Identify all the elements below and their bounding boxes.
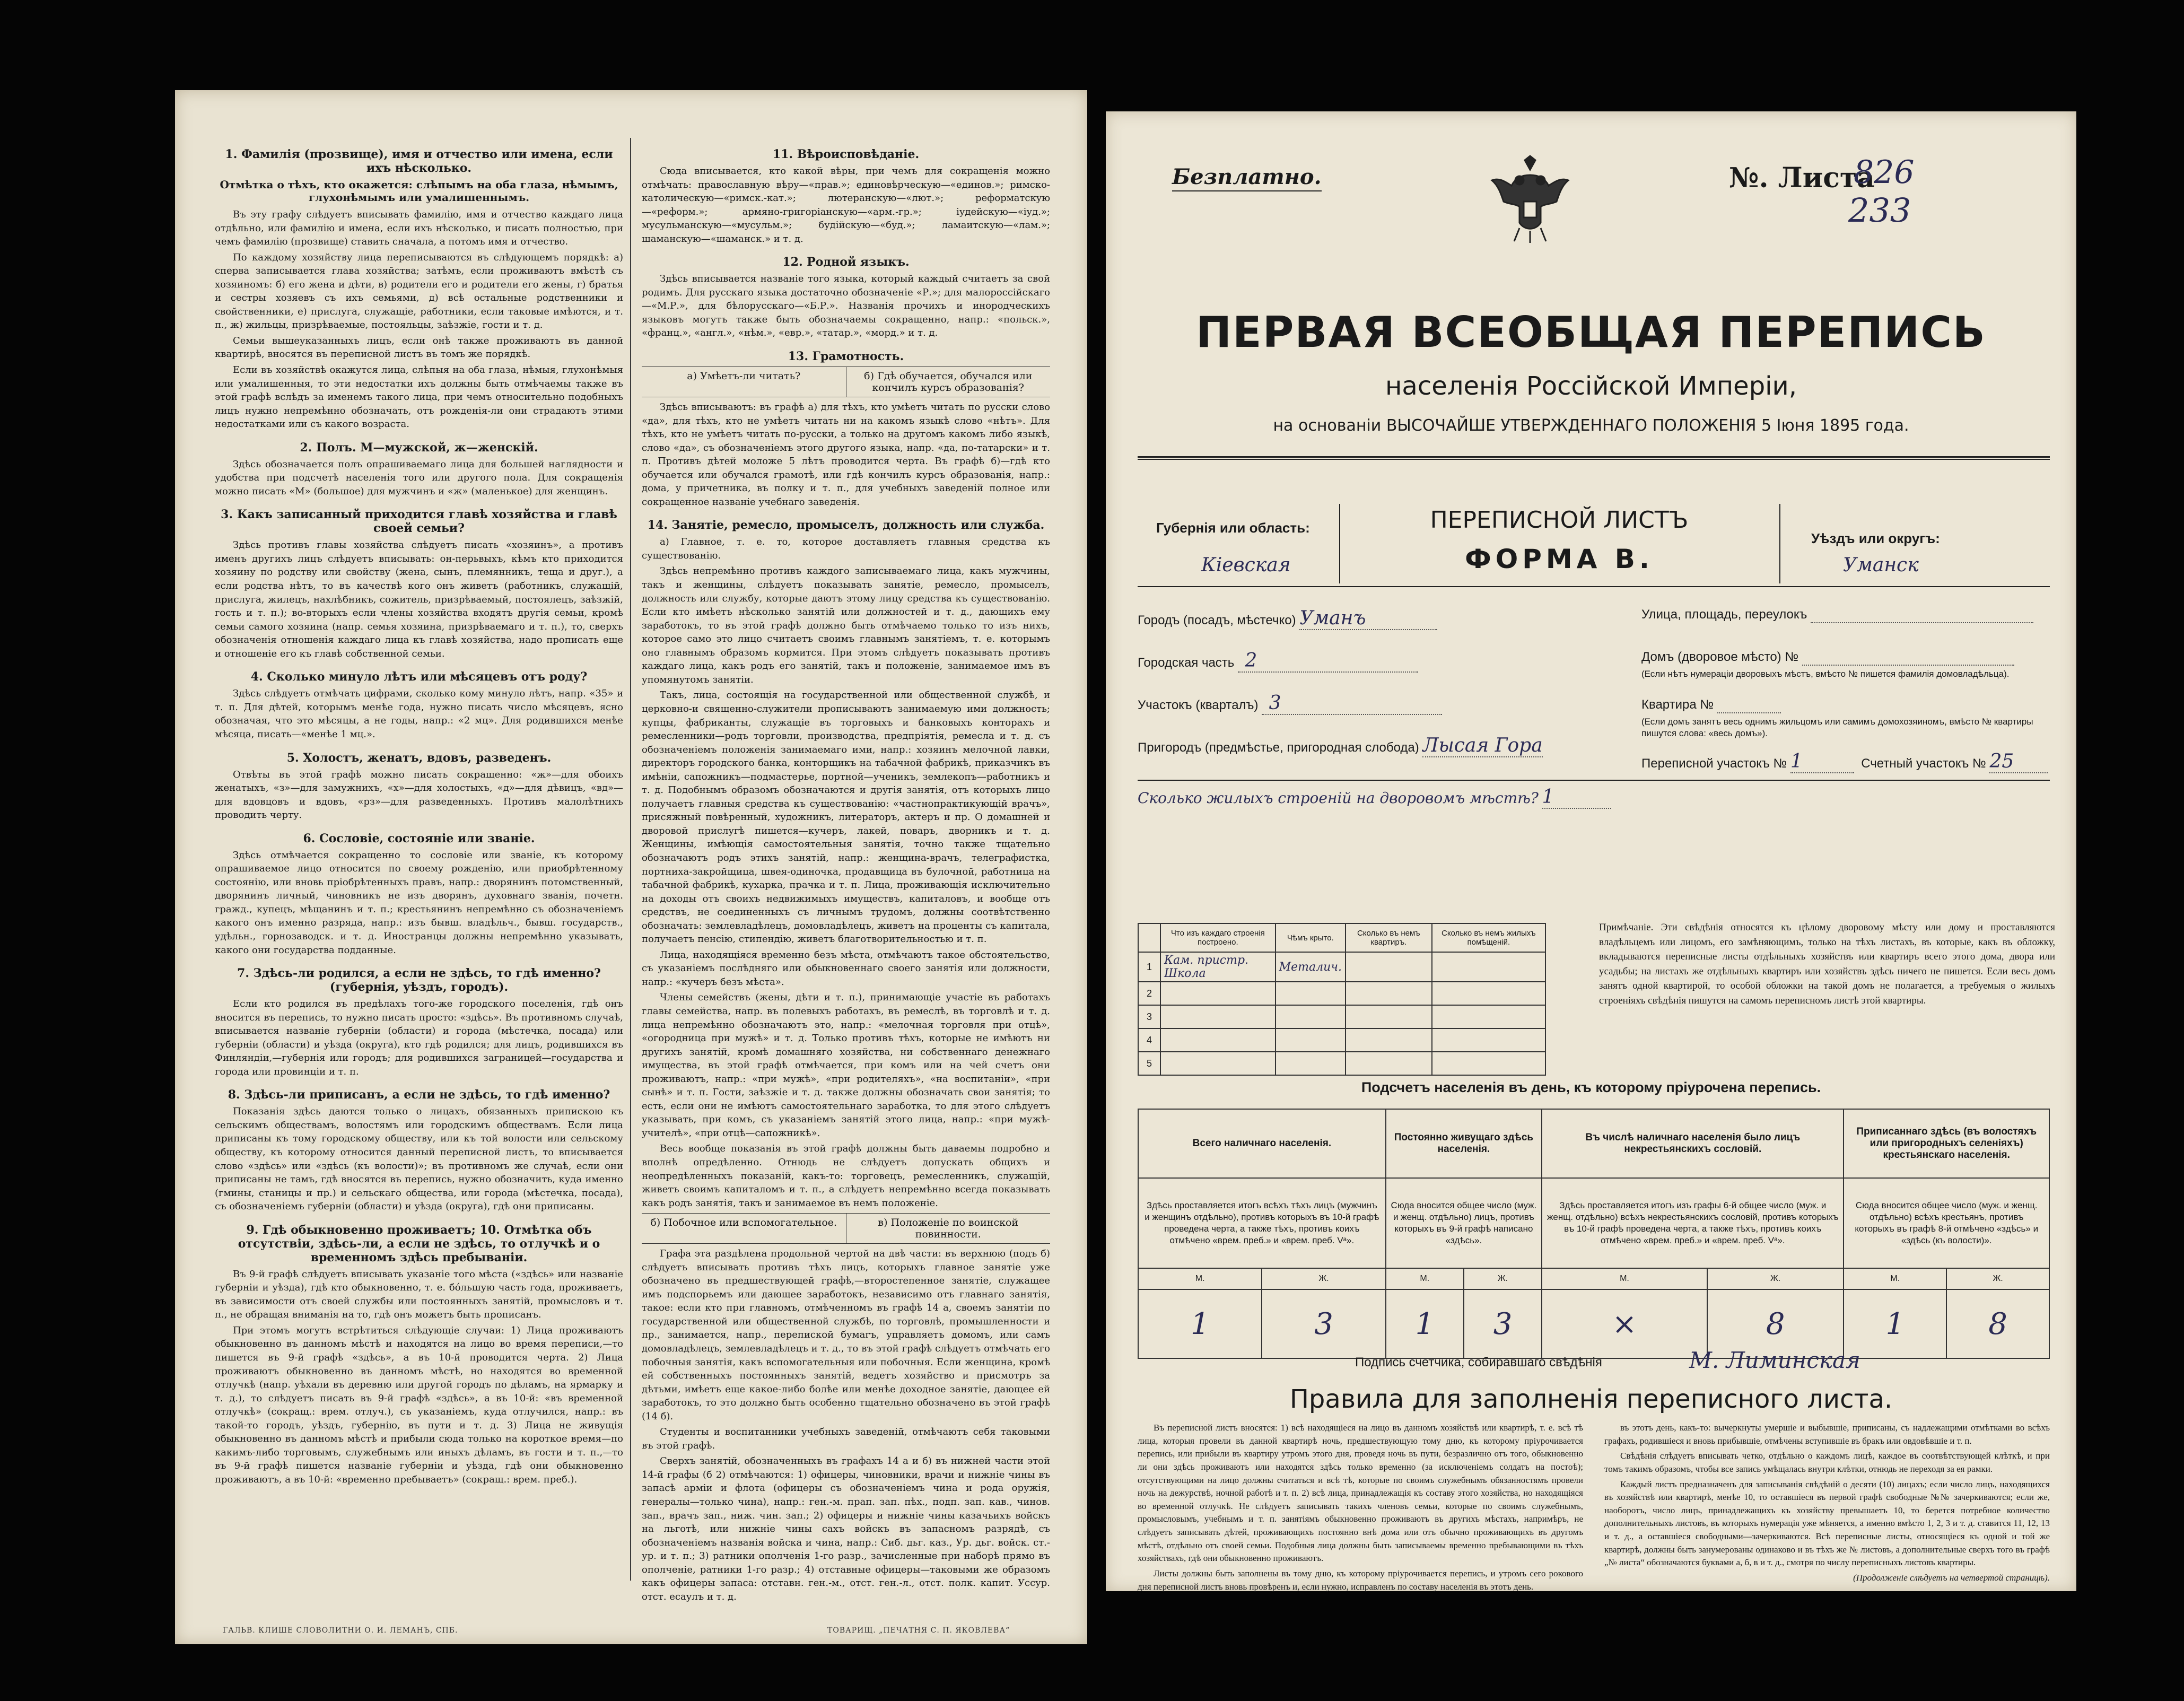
count-header-peasant: Приписаннаго здѣсь (въ волостяхъ или пригородныхъ селеніяхъ) крестьянскаго населенія. bbox=[1844, 1109, 2049, 1178]
section-heading: 1. Фамилія (прозвище), имя и отчество или имена, если ихъ нѣсколько. bbox=[225, 147, 613, 175]
count-value: 3 bbox=[1464, 1289, 1542, 1358]
column-divider bbox=[630, 138, 631, 1581]
instruction-paragraph: Весь вообще показанія въ этой графѣ должны быть даваемы подробно и вполнѣ опредѣленно. Отнюдь не слѣдуетъ допускать общихъ и неопредѣленныхъ показаній, какъ-то: торговецъ, ремесленникъ, служащій, живетъ своимъ капиталомъ и т. п., а слѣдуетъ непремѣнно всегда показывать какъ родъ занятія, такъ и занимаемое въ немъ положеніе. bbox=[642, 1143, 1050, 1209]
rules-paragraph: въ этотъ день, какъ-то: вычеркнуты умершіе и выбывшіе, приписаны, съ надлежащими отмѣтками во всѣхъ графахъ, родившіеся и вновь прибывшіе, отмѣчены вступившіе въ бракъ или овдовѣвшіе и т. п. bbox=[1604, 1423, 2050, 1446]
instruction-paragraph: Сюда вписывается, кто какой вѣры, при чемъ для сокращенія можно отмѣчать: православную вѣру—«прав.»; единовѣрческую—«единов.»; римско-католическую—«римск.-кат.»; лютеранскую—«лют.»; реформатскую—«реформ.»; армяно-григоріанскую—«арм.-гр.»; іудейскую—«іуд.»; мусульманскую—«мусульм.»; будійскую—«буд.»; ламаитскую—«лам.»; шаманскую—«шаманск.» и т. д. bbox=[642, 165, 1050, 245]
btable-header-built: Что изъ каждаго строенія построено. bbox=[1160, 923, 1276, 952]
gubernia-value: Кіевская bbox=[1201, 554, 1291, 576]
rules-paragraph: Листы должны быть заполнены въ тому дню, къ которому пріурочивается перепись, и утромъ сего рокового дня переписной листъ вновь провѣренъ и, если нужно, исправленъ по составу населенія въ этотъ день. bbox=[1138, 1568, 1583, 1592]
male-header: М. bbox=[1844, 1268, 1946, 1289]
rules-column-left bbox=[1138, 1421, 1583, 1595]
instruction-paragraph: Здѣсь противъ главы хозяйства слѣдуетъ писать «хозяинъ», а противъ именъ другихъ лицъ слѣдуетъ вписывать: он-перьвыхъ, кѣмъ кто приходится хозяину по родству или свойству (жена, сынъ, племянникъ, теща и друг.), а если родства нѣтъ, то въ качествѣ кого онъ живетъ (работникъ, служащій, прислуга, жилецъ, нахлѣбникъ, сожитель, призрѣваемый, постоялецъ, заѣзжій, гость и т. п.); во-вторыхъ если члены хозяйства входятъ другія семьи, кромѣ семьи самого хозяина (напр. семья хозяина, призрѣваемаго и т. п.), то, сверхъ обозначенія отношенія каждаго лица къ главѣ хозяйства, надо прописать еще и отношеніе его къ главѣ собственной семьи. bbox=[215, 539, 623, 659]
rules-title: Правила для заполненія переписного листа. bbox=[1289, 1384, 1893, 1414]
section-subheading: Отмѣтка о тѣхъ, кто окажется: слѣпымъ на оба глаза, нѣмымъ, глухонѣмымъ или умалишеннымъ. bbox=[220, 178, 618, 204]
imprint-right: ТОВАРИЩ. „ПЕЧАТНЯ С. П. ЯКОВЛЕВА“ bbox=[827, 1626, 1010, 1635]
house-field: Домъ (дворовое мѣсто) № bbox=[1641, 650, 2014, 666]
count-value: 1 bbox=[1386, 1289, 1464, 1358]
table-row bbox=[1138, 1005, 1545, 1028]
signature-label: Подпись счетчика, собиравшаго свѣдѣнія bbox=[1355, 1355, 1602, 1369]
instruction-paragraph: Сверхъ занятій, обозначенныхъ въ графахъ 14 а и б) въ нижней части этой 14-й графы (б 2) отмѣчаются: 1) офицеры, чиновники, врачи и нижніе чины въ запасѣ арміи и флота (офицеры съ обозначеніемъ чина и рода оружія, генералы—только чина), напр.: ген.-м. прап. зап. пѣх., подп. зап. кав., чинов. зап., врачъ зап., ниж. чин. зап.; 2) офицеры и нижніе чины казачьихъ войскъ на льготѣ, или нижніе чины сахъ войскъ въ запасномъ разрядѣ, съ обозначеніемъ названія войска и чина, напр.: Сиб. дьг. каз., Ур. дьг. войск. ст.-ур. и т. п.; 3) ратники ополченія 1-го разр., зачисленные при наборѣ прямо въ ополченіе, ратники 1-го разр.; 4) отставные офицеры—таковыми же образомъ какъ офицеры запаса: отставн. ген.-м., отст. ген.-л., отст. полк. капит. Уссур. отст. есаулъ и т. д. bbox=[642, 1455, 1050, 1602]
instruction-paragraph: Отвѣты въ этой графѣ можно писать сокращенно: «ж»—для обоихъ женатыхъ, «з»—для замужнихъ, «х»—для холостыхъ, «д»—для дѣвицъ, «вд»—для вдовцовъ и вдовъ, «рз»—для разведенныхъ. Противъ малолѣтнихъ проводить черту. bbox=[215, 769, 623, 821]
legal-basis: на основаніи ВЫСОЧАЙШЕ УТВЕРЖДЕННАГО ПОЛОЖЕНІЯ 5 Іюня 1895 года. bbox=[1273, 416, 1909, 435]
instruction-paragraph: Такъ, лица, состоящія на государственной или общественной службѣ, и церковно-и священно-служители прописываютъ занимаемую ими должность; купцы, фабриканты, служащіе въ торговыхъ и банковыхъ конторахъ и ремесленники—родъ торговли, производства, предпріятія, ремесла и т. д. съ обозначеніемъ положенія занимаемаго ими, напр.: хозяинъ мелочной лавки, директоръ городского банка, конторщикъ на табачной фабрикѣ, приказчикъ въ имѣніи, сапожникъ—подмастерье, портной—ученикъ, землекопъ—работникъ и т. д. Подобнымъ образомъ обозначаются и другія занятія, отъ которыхъ лицо получаетъ главныя средства къ существованію: «частнопрактикующій врачъ», присяжный повѣренный, художникъ, литераторъ, актеръ и пр. О домашней и дворовой прислугѣ пишется—кучеръ, лакей, поваръ, дворникъ и т. д. Женщины, имѣющія самостоятельныя занятія, точно также тщательно обозначаютъ родъ этихъ занятій, напр.: женщина-врачъ, телеграфистка, портниха-закройщица, швея-одиночка, продавщица въ булочной, работница на табачной фабрикѣ, кухарка, прачка и т. п. Лица, проживающія исключительно на доходы отъ своихъ недвижимыхъ имуществъ, капиталовъ, и вообще отъ средствъ, не соединенныхъ съ личнымъ трудомъ, должны соотвѣтственно обозначать: землевладѣлецъ, домовладѣлецъ, живетъ на проценты съ капитала, получаетъ пенсію, стипендію, живетъ благотворительностью и т. п. bbox=[642, 690, 1050, 945]
section-heading: 8. Здѣсь-ли приписанъ, а если не здѣсь, то гдѣ именно? bbox=[228, 1088, 610, 1102]
house-note: (Если нѣтъ нумераціи дворовыхъ мѣстъ, вмѣсто № пишется фамилія домовладѣльца). bbox=[1641, 669, 2010, 679]
row-number: 5 bbox=[1138, 1052, 1160, 1075]
instruction-paragraph: Семьи вышеуказанныхъ лицъ, если онѣ также проживаютъ въ данной квартирѣ, вносятся въ переписной листъ въ томъ же порядкѣ. bbox=[215, 335, 623, 360]
instruction-paragraph: а) Главное, т. е. то, которое доставляетъ главныя средства къ существованію. bbox=[642, 536, 1050, 561]
rules-column-right bbox=[1604, 1421, 2050, 1587]
header-rule-2 bbox=[1138, 459, 2050, 460]
instruction-paragraph: Въ 9-й графѣ слѣдуетъ вписывать указаніе того мѣста («здѣсь» или названіе губерніи и уѣзда), гдѣ кто обыкновенно, т. е. бóльшую часть года, проживаетъ, въ зависимости отъ своей службы или постоянныхъ занятій, промысловъ и т. п., не обращая вниманія на то, гдѣ онъ можетъ быть прописанъ. bbox=[215, 1268, 623, 1321]
count-value: 3 bbox=[1262, 1289, 1385, 1358]
rules-paragraph: Въ переписной листъ вносятся: 1) всѣ находящіеся на лицо въ данномъ хозяйствѣ или квартирѣ, т. е. всѣ тѣ лица, которыя провели въ данной квартирѣ ночь, предшествующую тому дню, къ которому пріурочивается перепись, или прибыли въ квартиру утромъ этого дня, проведя ночь въ пути, безразлично отъ того, обыкновенно ли они здѣсь проживаютъ или находятся здѣсь только временно (за исключеніемъ солдатъ на постоѣ); отсутствующими на лицо должны считаться и всѣ тѣ, которые по своимъ служебнымъ обязанностямъ провели ночь на дежурствѣ, ночной работѣ и т. п. 2) всѣ лица, принадлежащія къ составу этого хозяйства, но находящіяся во временной отлучкѣ. Не слѣдуетъ записывать такихъ членовъ семьи, которые по своимъ служебнымъ, промысловымъ, учебнымъ и т. п. занятіямъ обыкновенно проживаютъ въ другихъ мѣстахъ, напримѣръ, не слѣдуетъ записывать дѣтей, проживающихъ постоянно внѣ дома или отъ обычно проживающихъ въ другомъ мѣстѣ, отдѣльно отъ своей семьи. Подобныя лица должны быть записываемы временно пребывающими въ тѣхъ хозяйствахъ, гдѣ они обыкновенно проживаютъ. bbox=[1138, 1423, 1583, 1564]
apartment-note: (Если домъ занятъ весь однимъ жильцомъ или самимъ домохозяиномъ, вмѣсто № квартиры пишутся слова: «весь домъ»). bbox=[1641, 717, 2033, 739]
city-field: Городъ (посадъ, мѣстечко) Уманъ bbox=[1138, 607, 1437, 630]
count-value: × bbox=[1542, 1289, 1707, 1358]
uezd-value: Уманск bbox=[1843, 554, 1919, 576]
census-district-field: Переписной участокъ № 1 Счетный участокъ № 25 bbox=[1641, 751, 2048, 773]
instruction-paragraph: Здѣсь вписываютъ: въ графѣ а) для тѣхъ, кто умѣетъ читать по русски слово «да», для тѣхъ, кто не умѣетъ читать ни на какомъ языкѣ слово «нѣтъ». Для тѣхъ, кто не умѣетъ читать по-русски, а только на другомъ какомъ либо языкѣ, слово «да», съ обозначеніемъ этого другого языка, напр. «да, по-татарски» и т. п. Противъ дѣтей моложе 5 лѣтъ проводится черта. Въ графѣ б)—гдѣ кто обучается или обучался грамотѣ, или гдѣ кончилъ курсъ образованія, напр.: дома, у причетника, въ полку и т. п., для учебныхъ заведеній полное или сокращенное названіе учебнаго заведенія. bbox=[642, 402, 1050, 508]
instruction-paragraph: Здѣсь отмѣчается сокращенно то сословіе или званіе, къ которому опрашиваемое лицо относится по своему рожденію, или приобрѣтенному состоянію, или вновь пріобрѣтенныхъ правъ, напр.: дворянинъ потомственный, дворянинъ личный, чиновникъ не изъ дворянъ, духовнаго званія, почетн. гражд., купецъ, мѣщанинъ и т. п.; крестьянинъ непремѣнно съ обозначеніемъ какого онъ именно разряда, напр.: изъ бывш. владѣльч., бывш. государств., удѣльн., горнозаводск. и т. д. Иностранцы должны непремѣнно указывать, какого они государства подданные. bbox=[215, 849, 623, 956]
uezd-label: Уѣздъ или округъ: bbox=[1811, 530, 1940, 546]
row-number: 1 bbox=[1138, 952, 1160, 982]
census-title: ПЕРВАЯ ВСЕОБЩАЯ ПЕРЕПИСЬ bbox=[1196, 308, 1986, 357]
instructions-column-2 bbox=[642, 138, 1050, 1602]
census-subtitle: населенія Россійской Имперіи, bbox=[1385, 371, 1797, 401]
rules-paragraph: Свѣдѣнія слѣдуетъ вписывать четко, отдѣльно о каждомъ лицѣ, каждое въ соотвѣтствующей клѣткѣ, и при томъ такимъ образомъ, чтобы все запись умѣщалась внутри клѣтки, отнюдь не переходя за ея рамки. bbox=[1604, 1451, 2050, 1474]
instruction-paragraph: Если въ хозяйствѣ окажутся лица, слѣпыя на оба глаза, нѣмыя, глухонѣмыя или умалишенныя, то эти недостатки ихъ должны быть отмѣчаемы также въ этой графѣ вслѣдъ за именемъ такого лица, при чемъ относительно подобныхъ лицъ нужно непремѣнно обозначать, отъ рожденія-ли они страдаютъ этими недостатками или съ какого возраста. bbox=[215, 364, 623, 430]
section-heading: 14. Занятіе, ремесло, промыселъ, должность или служба. bbox=[647, 518, 1045, 533]
population-count-table bbox=[1138, 1109, 2050, 1359]
count-value: 1 bbox=[1138, 1289, 1262, 1358]
box-divider-right bbox=[1779, 504, 1780, 583]
free-of-charge-label: Безплатно. bbox=[1172, 164, 1322, 191]
roof-cell: Металич. bbox=[1276, 952, 1346, 982]
instruction-paragraph: Если кто родился въ предѣлахъ того-же городского поселенія, гдѣ онъ вносится въ перепись, то нужно писать просто: «здѣсь». Въ противномъ случаѣ, вписывается названіе губерніи (области) и города (мѣстечка, посада) или губерніи (области) и уѣзда (округа), кто гдѣ родился; для лицъ, родившихся въ Финляндіи,—губернія или городъ; для родившихся заграницей—государства и города или провинціи и т. п. bbox=[215, 998, 623, 1077]
gubernia-label: Губернія или область: bbox=[1156, 520, 1310, 536]
list-number-handwritten-1: 826 bbox=[1854, 154, 1915, 191]
instructions-column-1 bbox=[215, 138, 623, 1581]
imprint-left: ГАЛЬВ. КЛИШЕ СЛОВОЛИТНИ О. И. ЛЕМАНЪ, СПБ. bbox=[223, 1626, 458, 1635]
btable-header-apts: Сколько въ немъ квартиръ. bbox=[1346, 923, 1432, 952]
instruction-paragraph: Здѣсь вписывается названіе того языка, который каждый считаетъ за свой родимъ. Для русскаго языка достаточно обозначеніе «Р.»; для малороссійскаго—«М.Р.», для бѣлорусскаго—«Б.Р.». Названія прочихъ и инородческихъ языковъ могутъ также быть обозначаемы сокращенно, напр.: «польск.», «франц.», «англ.», «нѣм.», «евр.», «татар.», «морд.» и т. д. bbox=[642, 273, 1050, 339]
section-heading: 13. Грамотность. bbox=[788, 350, 904, 364]
row-number: 2 bbox=[1138, 982, 1160, 1005]
fields-rule bbox=[1138, 780, 2050, 781]
instruction-paragraph: При этомъ могутъ встрѣтиться слѣдующіе случаи: 1) Лица проживаютъ обыкновенно въ данномъ мѣстѣ и находятся на лицо во время переписи,—то пишется въ 9-й графѣ «здѣсь», а въ 10-й проводится черта. 2) Лица проживаютъ обыкновенно въ данномъ мѣстѣ, но находятся во временной отлучкѣ (напр. уѣхали въ деревню или другой городъ по дѣламъ, на ярмарку и т. д.), то слѣдуетъ писать въ 9-й графѣ «здѣсь», а въ 10-й: «въ временной отлучкѣ» (сокращ.: врем. отлуч.), съ указаніемъ, куда отлучился, напр.: въ такой-то городъ, уѣздъ, губернію, въ пути и т. д. 3) Лица не живущія обыкновенно въ данномъ мѣстѣ и прибыли сюда только на короткое время—по какимъ-либо торговымъ, служебнымъ или иныхъ дѣламъ, въ гости и т. п.,—то въ 9-й графѣ пишется названіе губерніи и уѣзда, гдѣ они обыкновенно проживаютъ, а въ 10-й: «временно пребываетъ» (сокращ.: врем. преб.). bbox=[215, 1324, 623, 1485]
instruction-paragraph: Здѣсь обозначается полъ опрашиваемаго лица для большей наглядности и удобства при подсчетѣ населенія того или другого пола. Для сокращенія можно писать «М» (большое) для мужчинъ и «ж» (маленькое) для женщинъ. bbox=[215, 458, 623, 497]
rules-paragraph: Каждый листъ предназначенъ для записыванія свѣдѣній о десяти (10) лицахъ; если число лицъ, находящихся въ хозяйствѣ или квартирѣ, менѣе 10, то оставшіеся въ первой графѣ свободные №№ зачеркиваются; если же, наоборотъ, число лицъ, принадлежащихъ къ хозяйству превышаетъ 10, то берется потребное количество дополнительныхъ листовъ, въ которыхъ нумерація уже мѣняется, а именно вмѣсто 1, 2, 3 и т. д. ставится 11, 12, 13 и т. д., а оставшіеся свободными—зачеркиваются. Всѣ переписные листы, относящіеся къ одной и той же квартирѣ, должны быть занумерованы одинаково и въ тѣхъ же № листовъ, а дополнительные сверхъ того въ графѣ „№ листа“ обозначаются буквами а, б, в и т. д., смотря по числу переписныхъ листовъ квартиры. bbox=[1604, 1479, 2050, 1568]
btable-header-roof: Чѣмъ крыто. bbox=[1276, 923, 1346, 952]
count-desc-present: Здѣсь проставляется итогъ всѣхъ тѣхъ лицъ (мужчинъ и женщинъ отдѣльно), противъ которыхъ въ 10-й графѣ проведена черта, а также тѣхъ, противъ коихъ отмѣчено «врем. преб.» и «врем. преб. Vᵃ». bbox=[1138, 1178, 1386, 1268]
census-form-page bbox=[1106, 111, 2076, 1591]
list-number-label: №. Листа bbox=[1729, 162, 1875, 194]
male-header: М. bbox=[1542, 1268, 1707, 1289]
header-rule bbox=[1138, 456, 2050, 458]
buildings-question: Сколько жилыхъ строеній на дворовомъ мѣстѣ? 1 bbox=[1138, 786, 1611, 809]
count-value: 8 bbox=[1707, 1289, 1844, 1358]
table-row bbox=[1138, 952, 1545, 982]
form-title: ПЕРЕПИСНОЙ ЛИСТЪ bbox=[1430, 507, 1689, 534]
split-question-a: а) Умѣетъ-ли читать? bbox=[687, 370, 801, 382]
female-header: Ж. bbox=[1707, 1268, 1844, 1289]
male-header: М. bbox=[1386, 1268, 1464, 1289]
instruction-paragraph: Здѣсь слѣдуетъ отмѣчать цифрами, сколько кому минуло лѣтъ, напр. «35» и т. п. Для дѣтей, которымъ менѣе года, нужно писать число мѣсяцевъ, ясно обозначая, что это мѣсяцы, а не годы, напр.: «2 мц». Для родившихся менѣе мѣсяца, писать—«менѣе 1 мц.». bbox=[215, 688, 623, 740]
left-page bbox=[175, 90, 1087, 1644]
instruction-paragraph: Показанія здѣсь даются только о лицахъ, обязанныхъ припискою къ сельскимъ обществамъ, волостямъ или городскимъ обществамъ. Если лица приписаны къ тому городскому обществу, или къ той волости или сельскому обществу, къ которому относится данный переписной листъ, то вписывается слово «здѣсь» или «здѣсь (къ волости)»; въ противномъ же случаѣ, если они приписаны не тамъ, гдѣ вносятся въ перепись, нужно обозначить, куда именно (гмины, станицы и пр.) и сельскаго общества, или города (мѣстечка, посада), съ обозначеніемъ губерніи (области) и уѣзда (округа), гдѣ они приписаны. bbox=[215, 1106, 623, 1212]
split-question-b: б) Гдѣ обучается, обучался или кончилъ курсъ образованія? bbox=[846, 367, 1051, 397]
section-heading: 6. Сословіе, состояніе или званіе. bbox=[303, 831, 535, 845]
instruction-paragraph: По каждому хозяйству лица переписываются въ слѣдующемъ порядкѣ: а) сперва записывается глава хозяйства; затѣмъ, если проживаютъ вмѣстѣ съ хозяиномъ: б) его жена и дѣти, в) родители его и родители его жены, г) братья и сестры хозяевъ съ ихъ семьями, д) всѣ остальные родственники и свойственники, е) прислуга, служащіе, работники, если таковые имѣются, и т. п., ж) жильцы, призрѣваемые, постояльцы, заѣзжіе, гости и т. д. bbox=[215, 251, 623, 331]
split-question-b: в) Положеніе по воинской повинности. bbox=[846, 1214, 1051, 1243]
list-number-handwritten-2: 233 bbox=[1848, 191, 1911, 230]
count-header-resident: Постоянно живущаго здѣсь населенія. bbox=[1386, 1109, 1542, 1178]
female-header: Ж. bbox=[1464, 1268, 1542, 1289]
instruction-paragraph: Студенты и воспитанники учебныхъ заведеній, отмѣчаютъ себя таковыми въ этой графѣ. bbox=[642, 1426, 1050, 1451]
street-field: Улица, площадь, переулокъ bbox=[1641, 607, 2033, 623]
instruction-paragraph: Графа эта раздѣлена продольной чертой на двѣ части: въ верхнюю (подъ б) слѣдуетъ вписывать противъ тѣхъ лицъ, которыхъ главное занятіе уже обозначено въ предшествующей графѣ,—второстепенное занятіе, служащее имъ подспорьемъ или дающее заработокъ, независимо отъ главнаго занятія, такое: если кто при главномъ, отмѣченномъ въ графѣ 14 а, своемъ занятіи по государственной или общественной службѣ, по торговлѣ, промышленности и пр., занимается, напр., перепиской бумагъ, управляетъ домомъ, или самъ домовладѣлецъ, землевладѣлецъ и т. д., то въ этой графѣ слѣдуетъ отмѣчать его побочныя занятія, какъ вспомогательныя или побочныя. Если женщина, кромѣ ей собственныхъ постоянныхъ занятій, ведетъ хозяйство и присмотръ за дѣтьми, имѣетъ еще какое-либо болѣе или менѣе доходное занятіе, дающее ей заработокъ, то это должно быть особенно тщательно обозначено въ этой графѣ (14 б). bbox=[642, 1248, 1050, 1422]
section-heading: 2. Полъ. М—мужской, ж—женскій. bbox=[300, 440, 538, 455]
continuation-note: (Продолженіе слѣдуетъ на четвертой страницѣ). bbox=[1853, 1573, 2050, 1583]
male-header: М. bbox=[1138, 1268, 1262, 1289]
female-header: Ж. bbox=[1946, 1268, 2049, 1289]
city-part-field: Городская часть 2 bbox=[1138, 650, 1418, 673]
row-number: 4 bbox=[1138, 1028, 1160, 1052]
instruction-paragraph: Члены семействъ (жены, дѣти и т. п.), принимающіе участіе въ работахъ главы семейства, напр. въ полевыхъ работахъ, въ ремеслѣ, въ торговлѣ и т. д. лица непремѣнно обозначаютъ это, напр.: «мелочная торговля при отцѣ», «огородница при мужѣ» и т. д. Только противъ тѣхъ, которые не имѣютъ ни другихъ занятій, кромѣ домашняго хозяйства, ни собственнаго денежнаго имущества, въ этой графѣ отмѣчается, при комъ или на чей счетъ они проживаютъ, напр.: «при мужѣ», «при родителяхъ», «на воспитаніи», «при сынѣ» и т. п. Гости, заѣзжіе и т. д. также должны обозначать свои занятія; то есть, если они не имѣютъ самостоятельнаго заработка, то для этого слѣдуетъ указывать, при комъ, съ указаніемъ занятій этого лица, напр.: «при мужѣ-учителѣ», «при отцѣ—сапожникѣ». bbox=[642, 992, 1050, 1139]
double-headed-eagle-emblem bbox=[1488, 154, 1573, 244]
split-question bbox=[642, 1213, 1050, 1244]
count-value: 1 bbox=[1844, 1289, 1946, 1358]
btable-num-header bbox=[1138, 923, 1160, 952]
count-desc-non-peasant: Здѣсь проставляется итогъ изъ графы 6-й общее число (муж. и женщ. отдѣльно) всѣхъ некрестьянскихъ сословій, противъ которыхъ въ 10-й графѣ проведена черта, а также тѣхъ, противъ коихъ отмѣчено «врем. преб.» и «врем. преб. Vᵃ». bbox=[1542, 1178, 1844, 1268]
built-cell: Кам. пристр. Школа bbox=[1160, 952, 1276, 982]
instruction-paragraph: Лица, находящіяся временно безъ мѣста, отмѣчаютъ такое обстоятельство, съ указаніемъ послѣдняго или обыкновеннаго своего занятія или должности, напр.: «кучеръ безъ мѣста». bbox=[642, 949, 1050, 988]
population-count-title: Подсчетъ населенія въ день, къ которому пріурочена перепись. bbox=[1361, 1079, 1821, 1095]
section-heading: 4. Сколько минуло лѣтъ или мѣсяцевъ отъ роду? bbox=[250, 670, 588, 684]
count-header-present: Всего наличнаго населенія. bbox=[1138, 1109, 1386, 1178]
row-number: 3 bbox=[1138, 1005, 1160, 1028]
section-heading: 5. Холостъ, женатъ, вдовъ, разведенъ. bbox=[286, 751, 552, 765]
apartment-field: Квартира № bbox=[1641, 697, 1781, 713]
section-heading: 3. Какъ записанный приходится главѣ хозяйства и главѣ своей семьи? bbox=[221, 508, 617, 536]
section-heading: 11. Вѣроисповѣданіе. bbox=[772, 147, 920, 161]
table-row bbox=[1138, 1052, 1545, 1075]
count-desc-resident: Сюда вносится общее число (муж. и женщ. отдѣльно) лицъ, противъ которыхъ въ 9-й графѣ написано «здѣсь». bbox=[1386, 1178, 1542, 1268]
form-letter: ФОРМА В. bbox=[1465, 544, 1654, 574]
table-row bbox=[1138, 1028, 1545, 1052]
section-heading: 9. Гдѣ обыкновенно проживаетъ; 10. Отмѣтка объ отсутствіи, здѣсь-ли, а если не здѣсь, то отлучкѣ и о временномъ здѣсь пребываніи. bbox=[238, 1223, 600, 1264]
suburb-field: Пригородъ (предмѣстье, пригородная слобода) Лысая Гора bbox=[1138, 735, 1543, 756]
table-row bbox=[1138, 982, 1545, 1005]
section-heading: 12. Родной языкъ. bbox=[782, 255, 910, 269]
count-desc-peasant: Сюда вносится общее число (муж. и женщ. отдѣльно) всѣхъ крестьянъ, противъ которыхъ въ графѣ 8-й отмѣчено «здѣсь» и «здѣсь (къ волости)». bbox=[1844, 1178, 2049, 1268]
box-bottom-rule bbox=[1138, 586, 2050, 587]
note-text: Примѣчаніе. Эти свѣдѣнія относятся къ цѣлому дворовому мѣсту или дому и проставляются владѣльцемъ или лицомъ, его замѣняющимъ, только на тѣхъ листахъ, въ которые, какъ въ обложку, вкладываются переписные листы отдѣльныхъ хозяйствъ или квартиръ всего этого дома, двора или усадьбы; на листахъ же отдѣльныхъ квартиръ или хозяйствъ здѣсь ничего не пишется. Если весь домъ занятъ одной квартирой, то особой обложки на такой домъ не полагается, а требуемыя о жилыхъ строеніяхъ свѣдѣнія пишутся на самомъ переписномъ листѣ этой квартиры. bbox=[1599, 922, 2055, 1006]
instruction-paragraph: Въ эту графу слѣдуетъ вписывать фамилію, имя и отчество каждаго лица отдѣльно, или фамилію и имена, если ихъ нѣсколько, и писать полностью, при чемъ фамилію (прозвище) ставить сначала, а потомъ имя и отчество. bbox=[215, 209, 623, 248]
section-heading: 7. Здѣсь-ли родился, а если не здѣсь, то гдѣ именно? (губернія, уѣздъ, городъ). bbox=[237, 966, 601, 995]
count-header-non-peasant: Въ числѣ наличнаго населенія было лицъ некрестьянскихъ сословій. bbox=[1542, 1109, 1844, 1178]
district-field: Участокъ (кварталъ) 3 bbox=[1138, 692, 1442, 715]
rooms-cell bbox=[1432, 952, 1545, 982]
apts-cell bbox=[1346, 952, 1432, 982]
split-question-a: б) Побочное или вспомогательное. bbox=[650, 1217, 837, 1229]
enumerator-signature: М. Лиминская bbox=[1689, 1347, 1860, 1373]
buildings-table bbox=[1138, 923, 1546, 1076]
btable-header-rooms: Сколько въ немъ жилыхъ помѣщеній. bbox=[1432, 923, 1545, 952]
count-value: 8 bbox=[1946, 1289, 2049, 1358]
split-question bbox=[642, 367, 1050, 397]
female-header: Ж. bbox=[1262, 1268, 1385, 1289]
instruction-paragraph: Здѣсь непремѣнно противъ каждого записываемаго лица, какъ мужчины, такъ и женщины, слѣдуетъ показывать занятіе, ремесло, промыселъ, должность или службу, которые даютъ этому лицу средства къ существованію. Если кто имѣетъ нѣсколько занятій или должностей и т. д., дающихъ ему заработокъ, то въ этой графѣ должно быть отмѣчаемо только то изъ нихъ, которое само это лицо считаетъ своимъ главнымъ занятіемъ, т. е. которымъ оно главнымъ образомъ кормится. При этомъ слѣдуетъ показывать противъ каждаго лица, какъ родъ его занятій, такъ и положеніе, занимаемое имъ въ упомянутомъ занятіи. bbox=[642, 565, 1050, 685]
